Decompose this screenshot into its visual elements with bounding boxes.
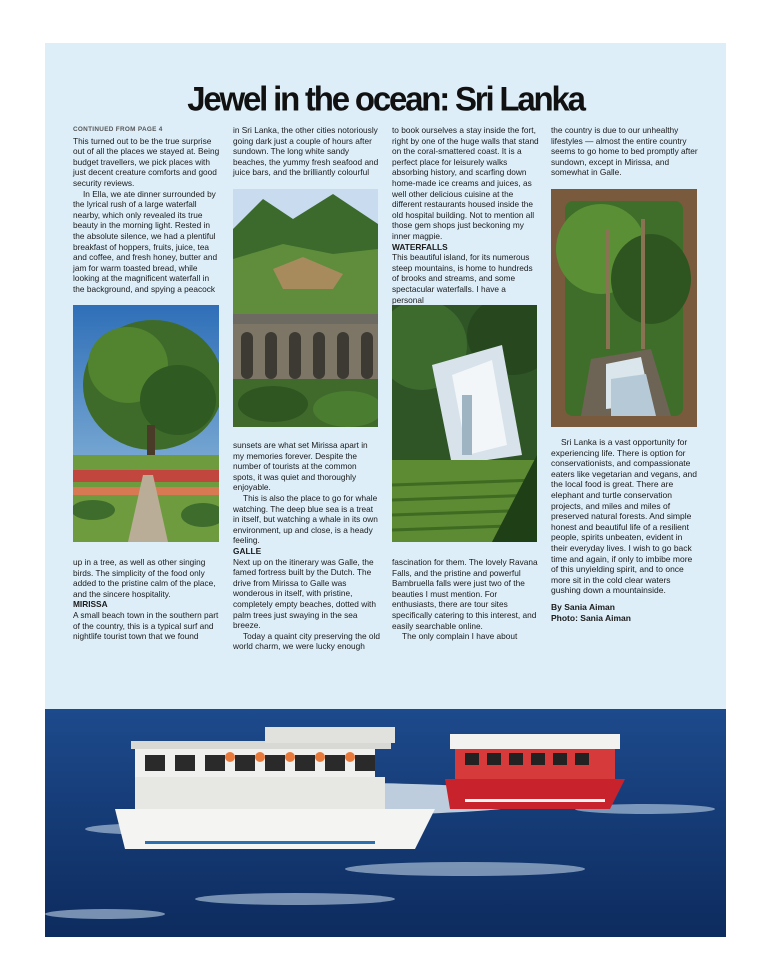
column-1-bottom — [73, 557, 220, 642]
byline: By Sania Aiman — [551, 601, 615, 612]
garden-photo — [73, 305, 219, 542]
bridge-photo — [233, 189, 378, 427]
section-heading-galle: GALLE — [233, 545, 262, 556]
paragraph: A small beach town in the southern part of the country, this is a typical surf and nightlife tourist town that we found — [73, 609, 219, 642]
paragraph: This is also the place to go for whale watching. The deep blue sea is a treat in itself, but watching a whale in its own environment, up and close, is a heady feeling. — [233, 492, 378, 546]
paragraph: Next up on the itinerary was Galle, the famed fortress built by the Dutch. The drive from Mirissa to Galle was wonderous in itself, with pristine, completely empty beaches, dotted with palm trees just swaying in the sea breeze. — [233, 556, 376, 631]
column-4-bottom — [551, 437, 698, 623]
paragraph: Today a quaint city preserving the old world charm, we were lucky enough — [233, 630, 380, 652]
magazine-page — [45, 43, 726, 937]
article-title: Jewel in the ocean: Sri Lanka — [187, 79, 584, 118]
paragraph: This beautiful island, for its numerous steep mountains, is home to hundreds of brooks and streams, and some spectacular waterfalls. I have a personal — [392, 252, 533, 305]
paragraph: sunsets are what set Mirissa apart in my memories forever. Despite the number of tourists at the common spots, it was quiet and thoroughly enjoyable. — [233, 440, 368, 493]
stream-photo — [551, 189, 697, 427]
column-3-bottom — [392, 557, 539, 642]
paragraph: fascination for them. The lovely Ravana Falls, and the pristine and powerful Bambruella falls were just two of the beauties I must mention. For enthusiasts, there are tour sites specifically catering to this interest, and easily searchable online. — [392, 557, 538, 631]
paragraph: The only complain I have about — [402, 631, 518, 642]
continued-label: CONTINUED FROM PAGE 4 — [73, 126, 163, 133]
waterfall-photo — [392, 305, 537, 542]
paragraph: to book ourselves a stay inside the fort, right by one of the huge walls that stand on the coral-smattered coast. It is a perfect place for leisurely walks absorbing history, and scarfing down home-made ice creams and juices, as well other delicious cuisine at the different restaurants housed inside the old hospital building. Not to mention all those gem shops just beckoning my inner magpie. — [392, 125, 539, 241]
column-4 — [551, 125, 698, 178]
paragraph: This turned out to be the true surprise out of all the places we stayed at. Being budget travellers, we pick places with just decent creature comforts and good security reviews. — [73, 135, 220, 188]
paragraph: up in a tree, as well as other singing birds. The simplicity of the food only added to the pristine calm of the place, and the sincere hospitality. — [73, 557, 216, 599]
column-2 — [233, 125, 380, 178]
paragraph: in Sri Lanka, the other cities notoriously going dark just a couple of hours after sundown. The long white sandy beaches, the yummy fresh seafood and juice bars, and the brilliantly colourful — [233, 125, 379, 178]
column-3 — [392, 125, 539, 305]
paragraph: In Ella, we ate dinner surrounded by the lyrical rush of a large waterfall nearby, which only revealed its true beauty in the morning light. Rested in the absolute silence, we had a plentiful breakfast of hoppers, fruits, juice, tea and coffee, and fresh honey, butter and jam for warm toasted bread, while looking at the magnificent waterfall in the background, and spying a peacock — [73, 188, 218, 294]
paragraph: the country is due to our unhealthy lifestyles — almost the entire country seems to go home to bed promptly after sundown, except in Mirissa, and somewhat in Galle. — [551, 125, 698, 178]
column-2-bottom — [233, 440, 380, 652]
section-heading-mirissa: MIRISSA — [73, 599, 108, 610]
photo-credit: Photo: Sania Aiman — [551, 612, 631, 623]
boats-photo — [45, 669, 726, 937]
paragraph: Sri Lanka is a vast opportunity for experiencing life. There is option for conservationists, and compassionate eaters like vegetarian and vegans, and the local food is great. There are elephant and turtle conservation projects, and miles and miles of preserved natural forests. And simple honest and beautiful life of a resilient people, spirits unbeaten, evident in their everyday lives. I wish to go back time and again, if only to imbibe more of this unyielding spirit, and to once more sit in the cold clear waters gushing down a mountainside. — [551, 437, 698, 596]
section-heading-waterfalls: WATERFALLS — [392, 241, 448, 252]
column-1 — [73, 125, 220, 295]
